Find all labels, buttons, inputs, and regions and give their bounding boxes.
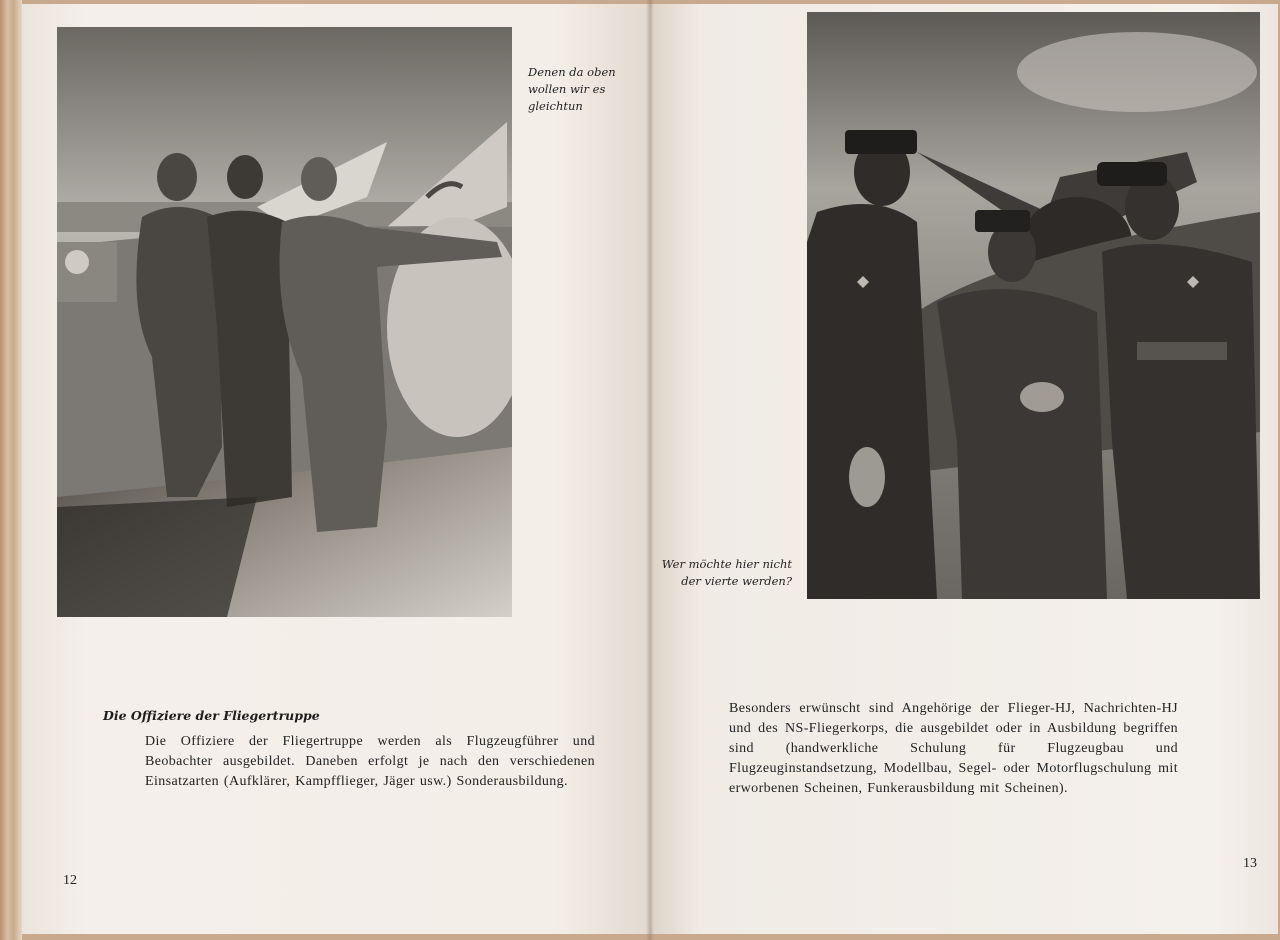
photo-three-officers-image: [807, 12, 1260, 599]
photo-airmen-by-plane-image: [57, 27, 512, 617]
photo-airmen-by-plane: [57, 27, 512, 617]
book-binding-edge: [0, 0, 22, 940]
page-number-left: 12: [63, 873, 77, 888]
section-heading: Die Offiziere der Fliegertruppe: [103, 708, 320, 723]
photo-caption-left: Denen da oben wollen wir es gleichtun: [528, 65, 616, 113]
right-page-body: Besonders erwünscht sind Angehörige der Flieger-HJ, Nachrichten-HJ und des NS-Fliegerkorps, die ausgebildet oder in Ausbildung begriffen sind (handwerkliche Schulung für Flugzeugbau und Flugzeuginstandsetzung, Modellbau, Segel- oder Motorflugschulung mit erworbenen Scheinen, Funkerausbildung mit Scheinen).: [729, 701, 1178, 796]
left-page-body: Die Offiziere der Fliegertruppe werden als Flugzeugführer und Beobachter ausgebildet. Daneben erfolgt je nach den verschiedenen Einsatzarten (Aufklärer, Kampfflieger, Jäger usw.) Sonderausbildung.: [145, 734, 595, 789]
photo-three-officers: [807, 12, 1260, 599]
page-number-right: 13: [1243, 856, 1257, 871]
photo-caption-right: Wer möchte hier nicht der vierte werden?: [661, 557, 792, 588]
book-gutter: [646, 0, 654, 940]
